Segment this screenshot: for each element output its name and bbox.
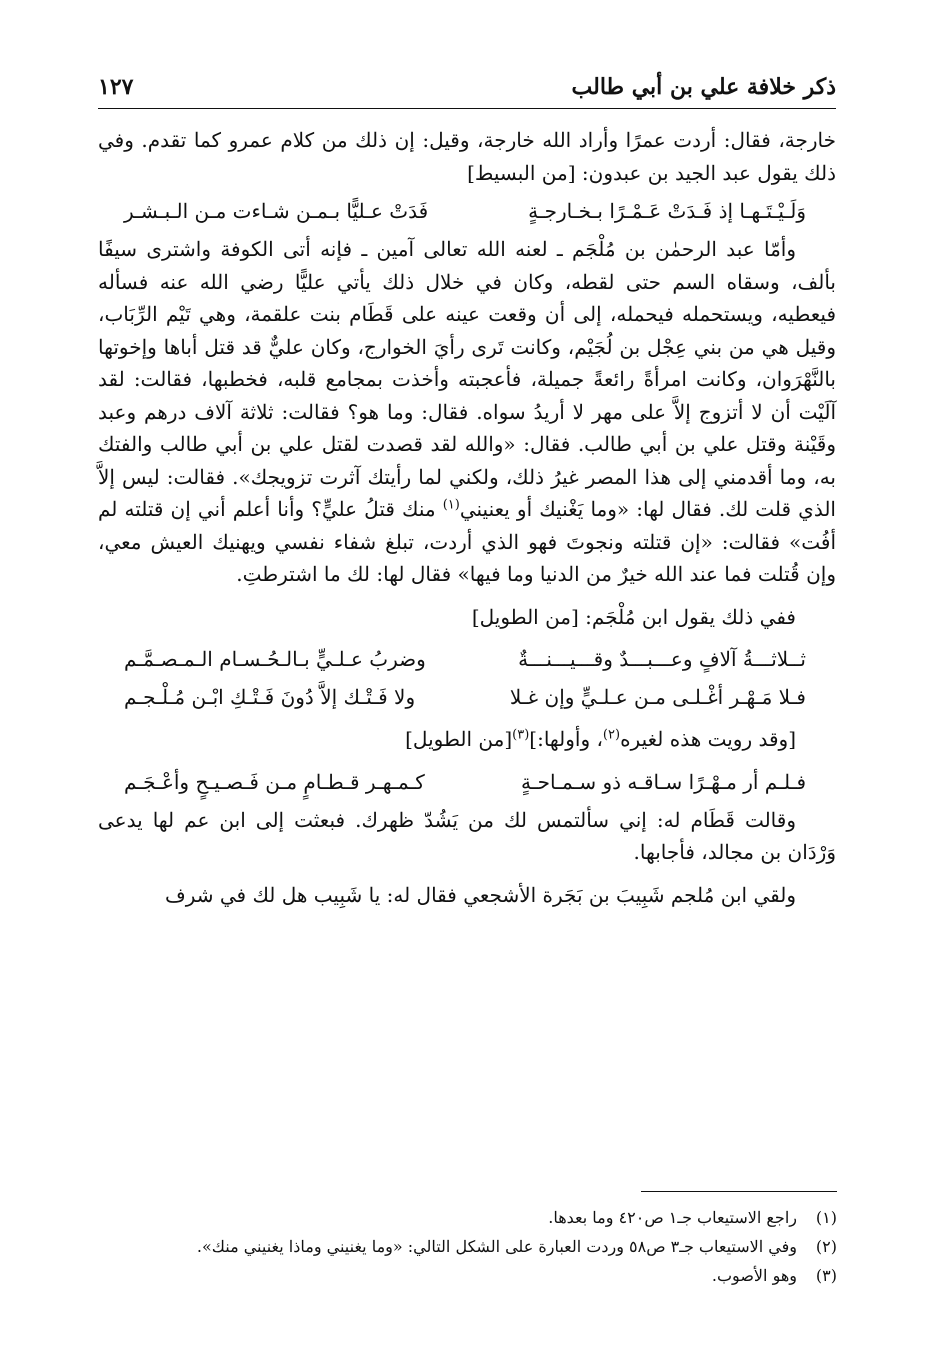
footnote-ref-3: (٣) bbox=[512, 727, 530, 743]
footnote-2-text: وفي الاستيعاب جـ٣ ص٥٨ وردت العبارة على الشكل التالي: «وما يغنيني وماذا يغنيني منك». bbox=[196, 1237, 797, 1256]
paragraph-4 bbox=[98, 723, 836, 756]
verse-4-second-hemistich: كـمـهـر قـطـامٍ مـن فَـصـيـحٍ وأعْـجَـم bbox=[124, 769, 425, 794]
verse-3-first-hemistich: فـلا مَـهْـر أغْـلـى مـن عـلـيٍّ وإن غـلا bbox=[509, 685, 806, 709]
verse-3-second-hemistich: ولا فَـتْـك إلاَّ دُونَ فَـتْـكِ ابْـن مُـلْـجـم bbox=[124, 685, 416, 709]
paragraph-4-part-a: [وقد رويت هذه لغيره bbox=[620, 727, 796, 751]
paragraph-1: خارجة، فقال: أردت عمرًا وأراد الله خارجة، وقيل: إن ذلك من كلام عمرو كما تقدم. وفي ذلك يقول عبد الجيد بن عبدون: [من البسيط] bbox=[98, 128, 836, 185]
paragraph-4-part-b: ، وأولها:] bbox=[529, 727, 603, 751]
footnote-1-number: (١) bbox=[815, 1208, 837, 1227]
footnote-3-number: (٣) bbox=[815, 1266, 837, 1285]
page-number: ١٢٧ bbox=[98, 74, 134, 100]
footnote-2 bbox=[105, 1232, 837, 1261]
footnote-3 bbox=[105, 1261, 837, 1290]
paragraph-3: ففي ذلك يقول ابن مُلْجَم: [من الطويل] bbox=[471, 604, 796, 629]
page-header bbox=[98, 72, 836, 109]
paragraph-2-part-a: وأمّا عبد الرحمٰن بن مُلْجَم ـ لعنه الله تعالى آمين ـ فإنه أتى الكوفة واشترى سيفًا بألف، وسقاه السم حتى لقطه، وكان في خلال ذلك يأتي عليًّا رضي الله عنه فسأله فيعطيه، ويستحمله فيحمله، إلى أن وقعت عينه على قَطَام بنت علقمة، وهي تَيْم الرِّبَاب، وقيل هي من بني عِجْل بن لُجَيْم، وكانت تَرى رأيَ الخوارج، وكان عليٌّ قد قتل أباها وإخوتها بالنَّهْرَوان، وكانت امرأةً رائعةً جميلة، فأعجبته وأخذت بمجامع قلبه، فخطبها، فقالت: لقد آلَيْت أن لا أتزوج إلاَّ على مهر لا أريدُ سواه. فقال: وما هو؟ فقالت: ثلاثة آلاف درهم وعبد وقَيْنة وقتل علي بن أبي طالب. فقال: «والله لقد قصدت لقتل علي بن أبي طالب والفتك به، وما أقدمني إلى هذا المصر غيرُ ذلك، ولكني لما رأيتك آثرت تزويجك». فقالت: ليس إلاَّ الذي قلت لك. فقال لها: «وما يَغْنيك أو يعنيني bbox=[98, 237, 836, 521]
paragraph-4-part-c: [من الطويل] bbox=[405, 727, 513, 751]
verse-1 bbox=[98, 195, 836, 227]
verse-4 bbox=[98, 766, 836, 798]
paragraph-2-part-b: منك قتلُ عليٍّ؟ وأنا أعلم أني إن قتلته لم أفُت» فقالت: «إن قتلته ونجوتَ فهو الذي أردت، تبلغ شفاء نفسي ويهنيك العيش معي، وإن قُتلت فما عند الله خيرٌ من الدنيا وما فيها» فقال لها: لك ما اشترطتِ. bbox=[98, 497, 836, 586]
paragraph-2 bbox=[98, 233, 836, 591]
running-title: ذكر خلافة علي بن أبي طالب bbox=[571, 74, 836, 100]
verse-1-first-hemistich: وَلَـيْـتَـهـا إذ فَـدَتْ عَـمْـرًا بـخـارجـةٍ bbox=[528, 199, 806, 223]
verse-2 bbox=[98, 643, 836, 675]
paragraph-5: وقالت قَطَام له: إني سألتمس لك من يَشُدّ ظهرك. فبعثت إلى ابن عم لها يدعى وَرْدَان بن مجالد، فأجابها. bbox=[98, 807, 836, 864]
verse-2-first-hemistich: ثــلاثـــةُ آلافٍ وعـــبـــدٌ وقـــيـــنـــةٌ bbox=[518, 647, 806, 671]
main-text bbox=[98, 124, 836, 911]
footnote-2-number: (٢) bbox=[815, 1237, 837, 1256]
verse-3 bbox=[98, 681, 836, 713]
footnote-1 bbox=[105, 1203, 837, 1232]
footnote-divider bbox=[641, 1191, 837, 1192]
footnote-3-text: وهو الأصوب. bbox=[711, 1266, 797, 1285]
verse-4-first-hemistich: فـلـم أر مـهْـرًا سـاقـه ذو سـمـاحـةٍ bbox=[521, 769, 806, 794]
footnotes bbox=[105, 1203, 837, 1290]
footnote-1-text: راجع الاستيعاب جـ١ ص٤٢٠ وما بعدها. bbox=[548, 1208, 797, 1227]
footnote-ref-2: (٢) bbox=[602, 727, 621, 743]
footnote-ref-1: (١) bbox=[442, 497, 460, 513]
verse-1-second-hemistich: فَدَتْ عـليًّا بـمـن شـاءت مـن الـبـشـر bbox=[124, 199, 429, 223]
paragraph-6: ولقي ابن مُلجم شَبِيبَ بن بَجَرة الأشجعي فقال له: يا شَبِيب هل لك في شرف bbox=[164, 882, 796, 907]
verse-2-second-hemistich: وضربُ عـلـيٍّ بـالـحُـسـام الـمـصـمَّـم bbox=[124, 647, 426, 671]
